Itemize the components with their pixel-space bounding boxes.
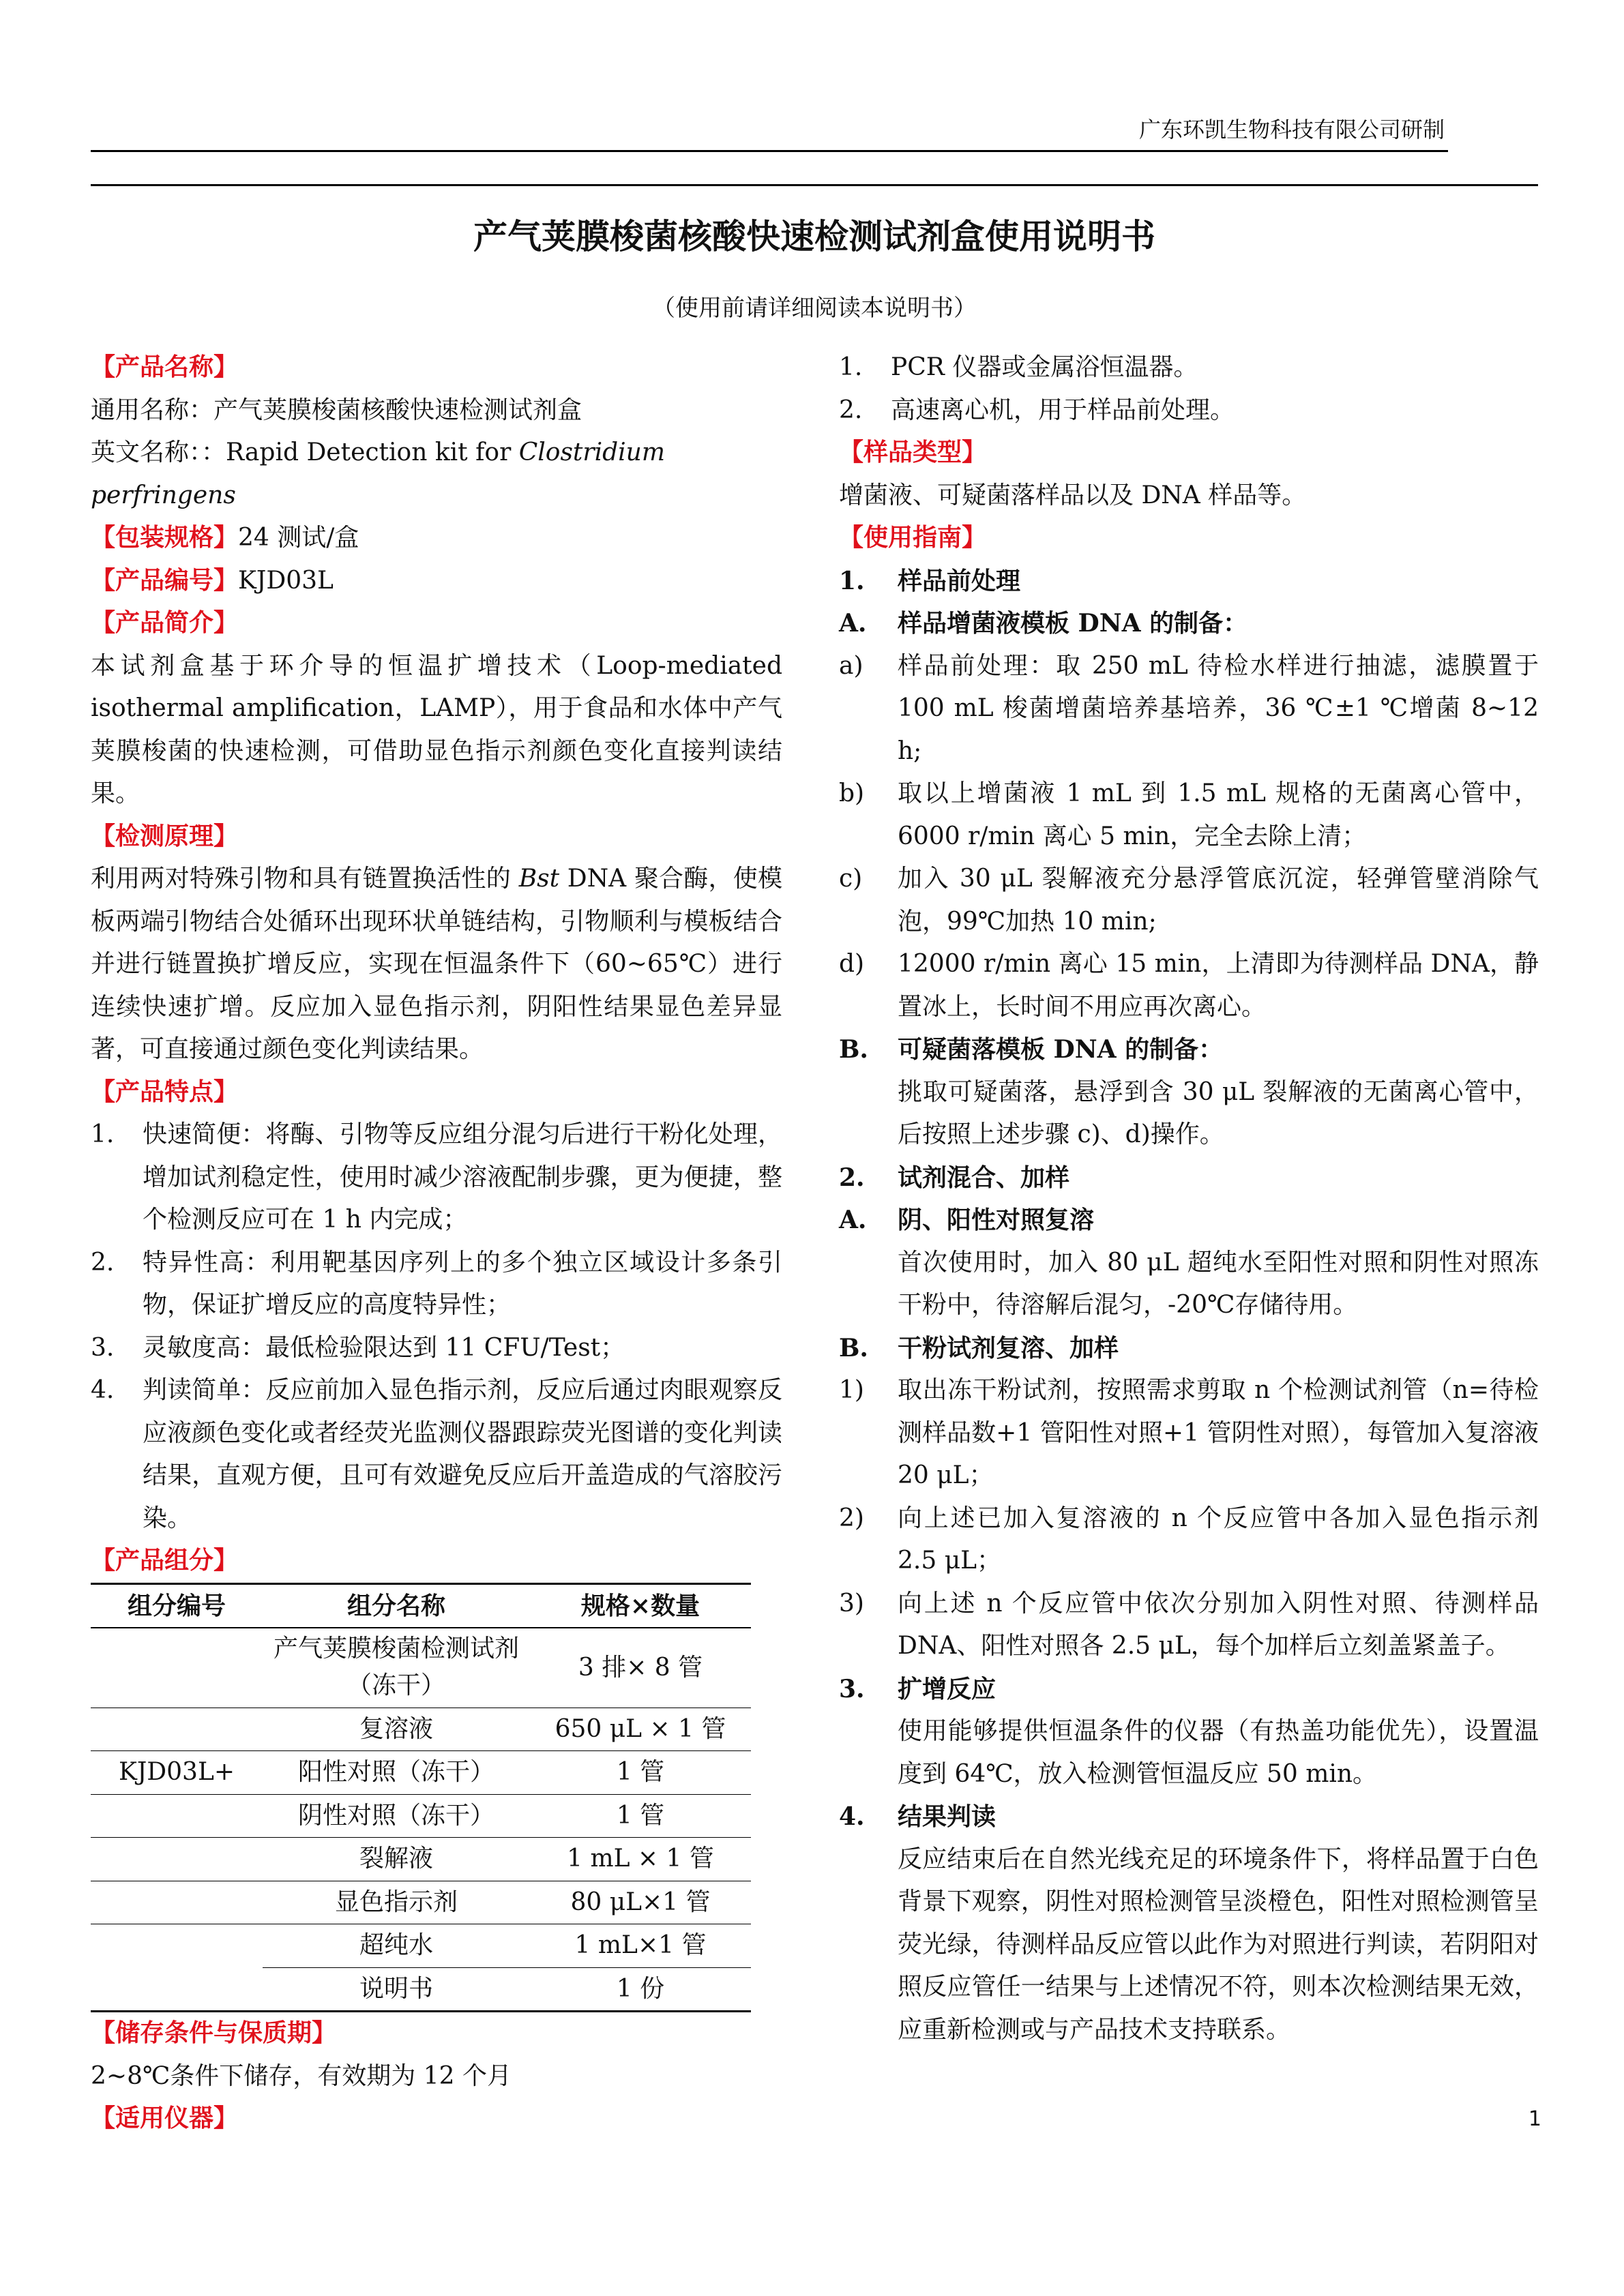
step-heading	[839, 1795, 1539, 1838]
table-cell-code-blank	[91, 1794, 263, 1838]
procedure-step-label: 3)	[839, 1589, 864, 1617]
header-rule-lower	[91, 184, 1538, 186]
step-text: 反应结束后在自然光线充足的环境条件下，将样品置于白色背景下观察，阴性对照检测管呈淡橙色，阳性对照检测管呈荧光绿，待测样品反应管以此作为对照进行判读，若阴阳对照反应管任一结果与上述情况不符，则本次检测结果无效，应重新检测或与产品技术支持联系。	[898, 1845, 1539, 2044]
table-row	[91, 1708, 751, 1751]
table-header-cell: 组分编号	[91, 1583, 263, 1628]
company-name: 广东环凯生物科技有限公司研制	[1138, 117, 1445, 143]
table-cell-code-blank	[91, 1708, 263, 1751]
substep-title: 可疑菌落模板 DNA 的制备：	[898, 1035, 1224, 1064]
table-row	[91, 1881, 751, 1924]
feature-text: 快速简便：将酶、引物等反应组分混匀后进行干粉化处理，增加试剂稳定性，使用时减少溶液配制步骤，更为便捷，整个检测反应可在 1 h 内完成；	[143, 1120, 782, 1234]
table-cell-spec: 1 管	[530, 1751, 751, 1795]
left-column	[91, 346, 782, 2141]
feature-number: 4.	[91, 1376, 115, 1404]
right-column	[839, 346, 1539, 2051]
feature-number: 3.	[91, 1333, 115, 1362]
instrument-item	[839, 389, 1539, 432]
section-heading-intro: 【产品简介】	[91, 609, 239, 637]
document-title: 产气荚膜梭菌核酸快速检测试剂盒使用说明书	[473, 217, 1155, 256]
component-name: 产气荚膜梭菌检测试剂（冻干）	[273, 1635, 519, 1699]
table-row	[91, 1838, 751, 1881]
table-cell-code: KJD03L+	[91, 1751, 263, 1795]
substep-heading	[839, 1327, 1539, 1370]
procedure-step-text: 向上述 n 个反应管中依次分别加入阴性对照、待测样品 DNA、阳性对照各 2.5 μL，每个加样后立刻盖紧盖子。	[898, 1589, 1539, 1660]
table-cell-name: 裂解液	[263, 1838, 530, 1881]
header-rule	[91, 150, 1448, 152]
table-cell-code-blank	[91, 1924, 263, 1968]
package-spec-line	[91, 517, 782, 560]
storage-text: 2~8℃条件下储存，有效期为 12 个月	[91, 2061, 512, 2090]
generic-name: 通用名称：产气荚膜梭菌核酸快速检测试剂盒	[91, 396, 582, 424]
table-row	[91, 1751, 751, 1795]
procedure-step-label: d)	[839, 950, 865, 978]
procedure-step	[839, 1583, 1539, 1668]
feature-item	[91, 1369, 782, 1540]
table-header-row	[91, 1583, 751, 1628]
table-cell-code-blank	[91, 1967, 263, 2012]
section-heading-components: 【产品组分】	[91, 1547, 239, 1575]
step-heading	[839, 560, 1539, 603]
substep-heading	[839, 1028, 1539, 1071]
procedure-step-label: 1)	[839, 1376, 864, 1404]
procedure-step-label: 2)	[839, 1504, 864, 1532]
procedure-step-text: 向上述已加入复溶液的 n 个反应管中各加入显色指示剂 2.5 μL；	[898, 1504, 1539, 1575]
substep-letter: A.	[839, 609, 867, 638]
table-cell-name: 说明书	[263, 1967, 530, 2012]
section-heading-product-name: 【产品名称】	[91, 353, 239, 381]
substep-text: 首次使用时，加入 80 μL 超纯水至阳性对照和阴性对照冻干粉中，待溶解后混匀，-20℃存储待用。	[898, 1248, 1539, 1319]
feature-number: 1.	[91, 1120, 115, 1148]
product-code-value: KJD03L	[238, 566, 334, 595]
feature-item	[91, 1242, 782, 1327]
procedure-step	[839, 1369, 1539, 1497]
table-cell-name: 复溶液	[263, 1708, 530, 1751]
english-name	[91, 432, 782, 517]
feature-text: 特异性高：利用靶基因序列上的多个独立区域设计多条引物，保证扩增反应的高度特异性；	[143, 1248, 782, 1319]
step-title: 结果判读	[898, 1802, 996, 1831]
components-table	[91, 1583, 751, 2013]
procedure-step-text: 样品前处理：取 250 mL 待检水样进行抽滤，滤膜置于 100 mL 梭菌增菌培养基培养，36 ℃±1 ℃增菌 8~12 h;	[898, 651, 1539, 765]
table-cell-name: 阳性对照（冻干）	[263, 1751, 530, 1795]
table-cell-code-blank	[91, 1628, 263, 1708]
procedure-step-label: a)	[839, 651, 863, 680]
procedure-step-text: 取出冻干粉试剂，按照需求剪取 n 个检测试剂管（n=待检测样品数+1 管阳性对照+1 管阴性对照），每管加入复溶液 20 μL；	[898, 1376, 1539, 1489]
table-cell-code-blank	[91, 1838, 263, 1881]
procedure-step	[839, 943, 1539, 1028]
feature-item	[91, 1327, 782, 1370]
section-heading-package: 【包装规格】	[91, 524, 239, 552]
procedure-step-text: 取以上增菌液 1 mL 到 1.5 mL 规格的无菌离心管中，6000 r/min 离心 5 min，完全去除上清；	[898, 779, 1539, 850]
substep-title: 阴、阳性对照复溶	[898, 1206, 1095, 1234]
document-subtitle: （使用前请详细阅读本说明书）	[652, 295, 977, 322]
instrument-text: 高速离心机，用于样品前处理。	[891, 396, 1235, 424]
feature-text: 灵敏度高：最低检验限达到 11 CFU/Test；	[143, 1333, 625, 1362]
instrument-item	[839, 346, 1539, 389]
table-header-cell: 组分名称	[263, 1583, 530, 1628]
step-number: 4.	[839, 1802, 865, 1831]
table-cell-name	[263, 1628, 530, 1708]
table-row	[91, 1924, 751, 1968]
product-code-line	[91, 560, 782, 603]
step-text: 使用能够提供恒温条件的仪器（有热盖功能优先），设置温度到 64℃，放入检测管恒温反应 50 min。	[898, 1717, 1539, 1788]
feature-number: 2.	[91, 1248, 115, 1277]
step-number: 1.	[839, 566, 865, 595]
procedure-step	[839, 1497, 1539, 1583]
substep-letter: B.	[839, 1333, 868, 1362]
table-cell-name: 超纯水	[263, 1924, 530, 1968]
package-spec-value: 24 测试/盒	[238, 524, 359, 552]
substep-letter: A.	[839, 1206, 867, 1234]
table-header-cell: 规格×数量	[530, 1583, 751, 1628]
table-row	[91, 1794, 751, 1838]
substep-title: 干粉试剂复溶、加样	[898, 1333, 1119, 1362]
section-heading-features: 【产品特点】	[91, 1077, 239, 1106]
section-heading-sample-type: 【样品类型】	[839, 438, 987, 466]
feature-text: 判读简单：反应前加入显色指示剂，反应后通过肉眼观察反应液颜色变化或者经荧光监测仪器跟踪荧光图谱的变化判读结果，直观方便，且可有效避免反应后开盖造成的气溶胶污染。	[143, 1376, 782, 1532]
procedure-step	[839, 773, 1539, 858]
procedure-step	[839, 645, 1539, 773]
feature-item	[91, 1114, 782, 1242]
step-heading	[839, 1668, 1539, 1711]
table-cell-spec: 1 份	[530, 1967, 751, 2012]
english-name-prefix: 英文名称：：Rapid Detection kit for	[91, 438, 519, 466]
section-heading-storage: 【储存条件与保质期】	[91, 2019, 337, 2047]
table-cell-spec: 1 mL×1 管	[530, 1924, 751, 1968]
instrument-text: PCR 仪器或金属浴恒温器。	[891, 353, 1198, 381]
substep-text: 挑取可疑菌落，悬浮到含 30 μL 裂解液的无菌离心管中，后按照上述步骤 c)、d)操作。	[898, 1077, 1539, 1148]
principle-text-italic: Bst	[518, 865, 560, 893]
table-row	[91, 1967, 751, 2012]
step-title: 样品前处理	[898, 566, 1021, 595]
section-heading-principle: 【检测原理】	[91, 822, 239, 850]
substep-heading	[839, 1199, 1539, 1242]
step-number: 3.	[839, 1674, 865, 1703]
table-cell-spec: 80 μL×1 管	[530, 1881, 751, 1924]
sample-type-text: 增菌液、可疑菌落样品以及 DNA 样品等。	[839, 481, 1307, 509]
substep-letter: B.	[839, 1035, 868, 1064]
table-cell-spec: 650 μL × 1 管	[530, 1708, 751, 1751]
intro-text: 本试剂盒基于环介导的恒温扩增技术（Loop-mediated isothermal amplification，LAMP），用于食品和水体中产气荚膜梭菌的快速检测，可借助显色指示剂颜色变化直接判读结果。	[91, 651, 782, 807]
table-cell-name: 显色指示剂	[263, 1881, 530, 1924]
section-heading-instruments: 【适用仪器】	[91, 2104, 239, 2132]
instrument-number: 1.	[839, 353, 863, 381]
english-name-species: Clostridium perfringens	[91, 438, 665, 509]
procedure-step-text: 12000 r/min 离心 15 min，上清即为待测样品 DNA，静置冰上，长时间不用应再次离心。	[898, 950, 1539, 1021]
page-number: 1	[1528, 2107, 1541, 2131]
table-row	[91, 1628, 751, 1708]
procedure-step-label: b)	[839, 779, 865, 807]
step-number: 2.	[839, 1163, 865, 1192]
table-cell-name: 阴性对照（冻干）	[263, 1794, 530, 1838]
section-heading-code: 【产品编号】	[91, 566, 239, 595]
procedure-step-text: 加入 30 μL 裂解液充分悬浮管底沉淀，轻弹管壁消除气泡，99℃加热 10 min;	[898, 865, 1539, 936]
principle-text	[91, 858, 782, 1071]
instrument-number: 2.	[839, 396, 863, 424]
step-heading	[839, 1157, 1539, 1199]
step-title: 扩增反应	[898, 1674, 996, 1703]
section-heading-guide: 【使用指南】	[839, 524, 987, 552]
table-cell-spec: 1 mL × 1 管	[530, 1838, 751, 1881]
principle-text-pre: 利用两对特殊引物和具有链置换活性的	[91, 865, 519, 893]
step-title: 试剂混合、加样	[898, 1163, 1070, 1192]
table-cell-spec: 1 管	[530, 1794, 751, 1838]
procedure-step-label: c)	[839, 865, 863, 893]
substep-title: 样品增菌液模板 DNA 的制备：	[898, 609, 1248, 638]
table-cell-code-blank	[91, 1881, 263, 1924]
procedure-step	[839, 858, 1539, 943]
table-cell-spec: 3 排× 8 管	[530, 1628, 751, 1708]
principle-text-post: DNA 聚合酶，使模板两端引物结合处循环出现环状单链结构，引物顺利与模板结合并进行链置换扩增反应，实现在恒温条件下（60~65℃）进行连续快速扩增。反应加入显色指示剂，阴阳性结果显色差异显著，可直接通过颜色变化判读结果。	[91, 865, 782, 1063]
substep-heading	[839, 602, 1539, 645]
